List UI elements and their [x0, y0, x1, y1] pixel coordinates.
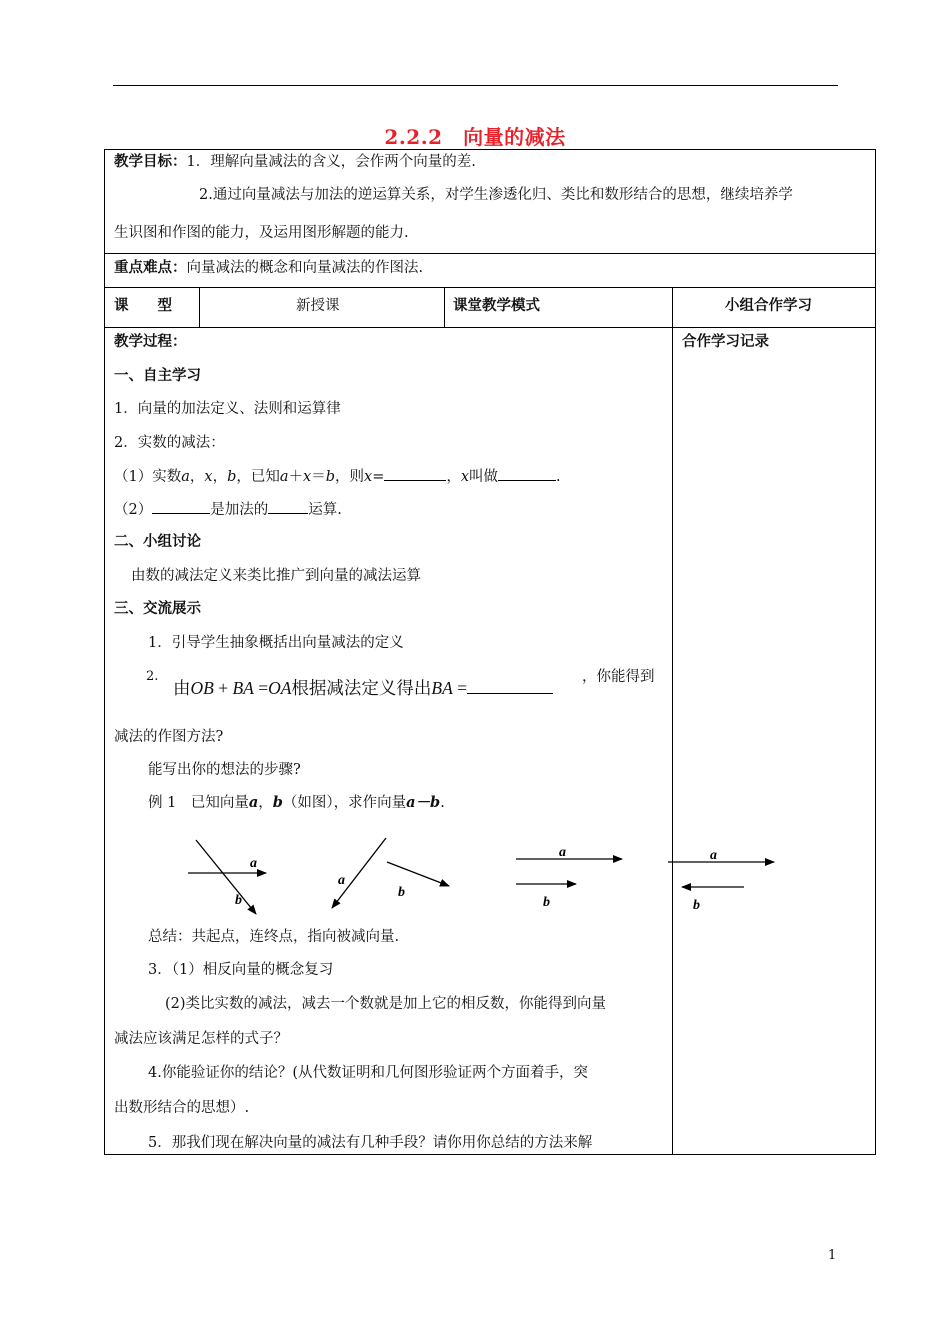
- label-b-1: b: [235, 893, 242, 908]
- section-3-item-4-line1: 4.你能验证你的结论？(从代数证明和几何图形验证两个方面着手，突: [148, 1065, 588, 1081]
- course-type-value: 新授课: [296, 298, 340, 314]
- section-1-heading: 一、自主学习: [114, 367, 201, 384]
- objective-2-line1: 2.通过向量减法与加法的逆运算关系，对学生渗透化归、类比和数形结合的思想，继续培养学: [199, 187, 793, 203]
- objectives-row: [114, 152, 476, 172]
- label-a-3: a: [559, 845, 566, 860]
- example-1: 例 1 已知向量a，b（如图），求作向量a－b.: [148, 794, 445, 811]
- section-1-question-1: （1）实数a，x，b，已知a＋x＝b，则x= ，x叫做 .: [114, 466, 561, 487]
- blank: [384, 466, 446, 481]
- objective-1: 1．理解向量减法的含义，会作两个向量的差.: [186, 154, 476, 170]
- section-3-item-4-line2: 出数形结合的思想）.: [114, 1100, 250, 1116]
- objectives-label: 教学目标：: [114, 153, 187, 170]
- blank: [152, 499, 210, 514]
- summary: 总结：共起点，连终点，指向被减向量.: [148, 929, 400, 945]
- page-title: 2.2.2 向量的减法: [384, 125, 566, 149]
- section-2-text: 由数的减法定义来类比推广到向量的减法运算: [131, 568, 421, 584]
- teaching-mode-label: 课堂教学模式: [453, 297, 540, 314]
- key-points-label: 重点难点：: [114, 259, 187, 276]
- section-3-item-3: 3．（1）相反向量的概念复习: [148, 962, 334, 978]
- section-2-heading: 二、小组讨论: [114, 533, 201, 550]
- teaching-mode-value: 小组合作学习: [725, 297, 812, 314]
- page-number: 1: [828, 1248, 837, 1263]
- vector-figures: [104, 820, 824, 930]
- section-3-item-1: 1．引导学生抽象概括出向量减法的定义: [148, 635, 404, 651]
- section-1-question-2: （2） 是加法的 运算.: [114, 499, 342, 520]
- objective-2-line2: 生识图和作图的能力，及运用图形解题的能力.: [114, 225, 409, 241]
- section-3-item-2-formula: 由OB + BA =OA根据减法定义得出BA =: [173, 677, 553, 698]
- side-column-header: 合作学习记录: [682, 333, 769, 350]
- course-type-label: 课 型: [114, 297, 172, 314]
- label-b-3: b: [543, 895, 550, 910]
- section-3-item-3-2-line1: (2)类比实数的减法，减去一个数就是加上它的相反数，你能得到向量: [165, 996, 607, 1012]
- section-3-question: 能写出你的想法的步骤?: [148, 762, 301, 778]
- header-rule: [113, 85, 838, 86]
- section-3-item-2-line2: 减法的作图方法?: [114, 729, 224, 745]
- label-b-2: b: [398, 885, 405, 900]
- blank: [467, 677, 553, 694]
- section-3-item-2-tail: ，你能得到: [582, 669, 655, 685]
- vector-b-2: [387, 862, 449, 886]
- key-points-row: [114, 258, 423, 278]
- section-1-item-2: 2．实数的减法：: [114, 435, 225, 451]
- section-3-item-2-number: 2.: [146, 669, 159, 684]
- section-3-heading: 三、交流展示: [114, 600, 201, 617]
- vector-b-1: [196, 840, 256, 914]
- section-1-item-1: 1．向量的加法定义、法则和运算律: [114, 401, 341, 417]
- section-3-item-5: 5．那我们现在解决向量的减法有几种手段？请你用你总结的方法来解: [148, 1135, 593, 1151]
- label-a-1: a: [250, 856, 257, 871]
- section-3-item-3-2-line2: 减法应该满足怎样的式子？: [114, 1031, 288, 1047]
- blank: [268, 499, 308, 514]
- label-a-4: a: [710, 848, 717, 863]
- label-a-2: a: [338, 873, 345, 888]
- key-points-text: 向量减法的概念和向量减法的作图法.: [186, 260, 424, 276]
- process-label: 教学过程：: [114, 333, 187, 350]
- label-b-4: b: [693, 898, 700, 913]
- blank: [498, 466, 556, 481]
